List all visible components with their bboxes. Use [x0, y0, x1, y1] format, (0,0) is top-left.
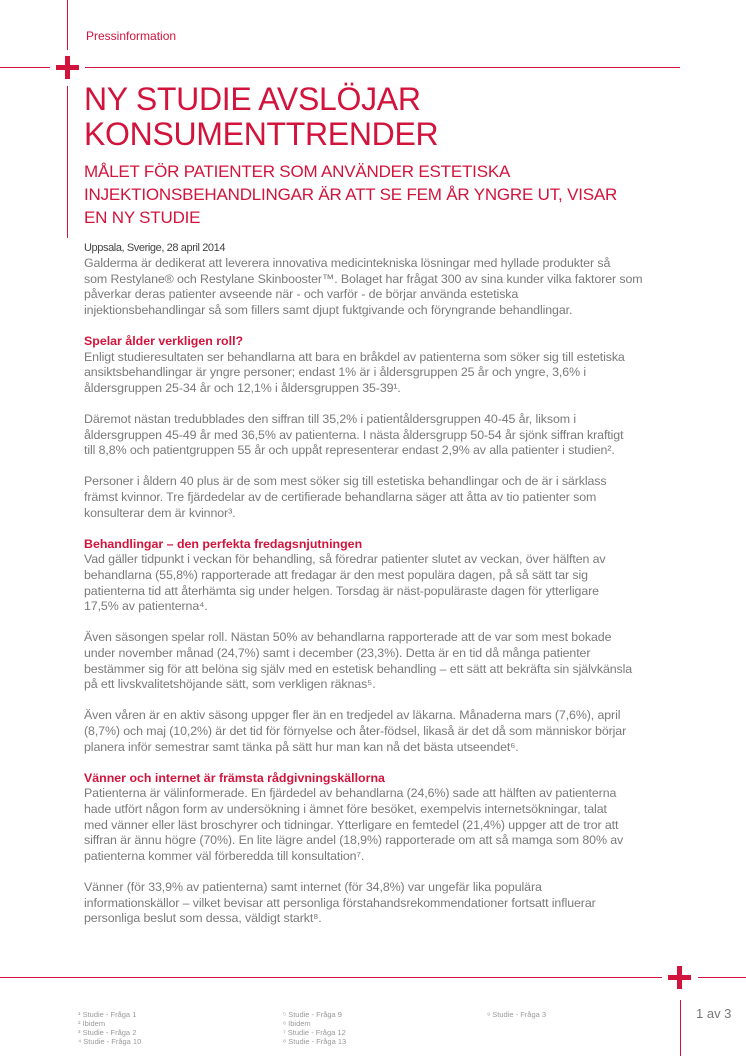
section-heading: Vänner och internet är främsta rådgivningskällorna [84, 770, 385, 785]
vertical-rule-top [67, 0, 68, 50]
subtitle-line-2: INJEKTIONSBEHANDLINGAR ÄR ATT SE FEM ÅR YNGRE UT, VISAR [84, 185, 618, 204]
paragraph-line: påverkar deras patienter avseende när - och varför - de börjar använda estetiska [84, 287, 519, 302]
footnote: ³ Studie - Fråga 2 [78, 1028, 137, 1037]
header-label: Pressinformation [86, 29, 177, 43]
footnote: ⁸ Studie - Fråga 13 [283, 1037, 347, 1046]
vertical-rule-bottom [680, 1000, 681, 1056]
paragraph-line: 17,5% av patienterna⁴. [84, 599, 208, 614]
footnote: ⁴ Studie - Fråga 10 [78, 1037, 142, 1046]
paragraph-line: planera inför semestrar samt tänka på sätt hur man kan nå det bästa utseendet⁶. [84, 739, 519, 754]
paragraph-line: patienterna kommer väl förberedda till konsultation⁷. [84, 848, 365, 863]
paragraph-line: informationskällor – vilket bevisar att personliga förstahandsrekommendationer fortsatt influerar [84, 895, 596, 910]
paragraph-line: främst kvinnor. Tre fjärdedelar av de certifierade behandlarna säger att åtta av tio patienter som [84, 490, 597, 504]
paragraph-line: till 8,8% och patientgruppen 55 år och uppåt representerar endast 2,9% av alla patienter i studien². [84, 443, 615, 458]
paragraph-line: Patienterna är välinformerade. En fjärdedel av behandlarna (24,6%) sade att hälften av patienterna [84, 786, 617, 801]
paragraph-line: hade utfört någon form av undersökning i ämnet före besöket, exempelvis internetsökningar, talat [84, 802, 607, 816]
paragraph-line: Även säsongen spelar roll. Nästan 50% av behandlarna rapporterade att de var som mest bokade [84, 630, 612, 645]
paragraph-line: Galderma är dedikerat att leverera innovativa medicintekniska lösningar med hyllade produkter så [84, 256, 611, 270]
paragraph-line: (8,7%) och maj (10,2%) är det tid för förnyelse och åter-födsel, likaså är det då som människor börjar [84, 724, 627, 738]
page-title-line-1: NY STUDIE AVSLÖJAR [84, 81, 421, 117]
paragraph-line: patienterna tid att återhämta sig under helgen. Torsdag är näst-populäraste dagen för ytterligare [84, 583, 599, 598]
footnote: ¹ Studie - Fråga 1 [78, 1010, 137, 1019]
paragraph-line: Även våren är en aktiv säsong uppger fler än en tredjedel av läkarna. Månaderna mars (7,6%), april [84, 708, 621, 723]
paragraph-line: Vad gäller tidpunkt i veckan för behandling, så föredrar patienter slutet av veckan, över hälften av [84, 552, 606, 567]
cross-icon [56, 56, 79, 79]
paragraph-line: åldersgruppen 25-34 år och 12,1% i åldersgruppen 35-39¹. [84, 380, 401, 395]
paragraph-line: injektionsbehandlingar så som fillers samt djupt fuktgivande och föryngrande behandlingar. [84, 302, 573, 317]
subtitle-line-1: MÅLET FÖR PATIENTER SOM ANVÄNDER ESTETISKA [84, 162, 511, 181]
footnote: ⁵ Studie - Fråga 9 [283, 1010, 342, 1019]
paragraph-line: ansiktsbehandlingar är yngre personer; endast 1% är i åldersgruppen 25 år och yngre, 3,6% i [84, 365, 586, 380]
paragraph-line: som Restylane® och Restylane Skinbooster™. Bolaget har frågat 300 av sina kunder vilka faktorer som [84, 271, 643, 286]
paragraph-line: Däremot nästan tredubblades den siffran till 35,2% i patientåldersgruppen 40-45 år, liksom i [84, 412, 576, 426]
paragraph-line: på ett livskvalitetshöjande sätt, som verkligen räknas⁵. [84, 677, 376, 692]
section-heading: Spelar ålder verkligen roll? [84, 334, 244, 348]
paragraph-line: åldersgruppen 45-49 år med 36,5% av patienterna. I nästa åldersgrupp 50-54 år sjönk siffran kraftigt [84, 427, 624, 442]
section-heading: Behandlingar – den perfekta fredagsnjutningen [84, 536, 363, 551]
footnote: ⁷ Studie - Fråga 12 [283, 1028, 346, 1037]
horizontal-rule-bottom [0, 977, 662, 978]
paragraph-line: Personer i åldern 40 plus är de som mest söker sig till estetiska behandlingar och de är i särklass [84, 474, 607, 489]
subtitle-line-3: EN NY STUDIE [84, 208, 201, 227]
paragraph-line: personliga beslut som dessa, väldigt starkt⁸. [84, 911, 322, 926]
paragraph-line: Vänner (för 33,9% av patienterna) samt internet (för 34,8%) var ungefär lika populära [84, 880, 542, 894]
paragraph-line: bestämmer sig för att belöna sig själv med en estetisk behandling – ett sätt att bekräfta sin självkänsla [84, 661, 633, 676]
paragraph-line: med vänner eller läst broschyrer och tidningar. Ytterligare en femtedel (21,4%) uppger att de tror att [84, 817, 619, 832]
horizontal-rule-bottom-right [698, 977, 746, 978]
cross-icon [668, 966, 691, 989]
horizontal-rule-top [85, 67, 680, 68]
page-title-line-2: KONSUMENTTRENDER [84, 116, 439, 152]
horizontal-rule-top-left [0, 67, 50, 68]
footnote: ⁹ Studie - Fråga 3 [487, 1010, 547, 1019]
paragraph-line: Enligt studieresultaten ser behandlarna att bara en bråkdel av patienterna som söker sig till estetiska [84, 349, 625, 364]
footnote: ² Ibidem [78, 1019, 106, 1028]
paragraph-line: konsulterar dem är kvinnor³. [84, 505, 236, 520]
vertical-rule-title [67, 86, 68, 238]
paragraph-line: behandlarna (55,8%) rapporterade att fredagar är den mest populära dagen, på så sätt tar sig [84, 568, 588, 582]
dateline: Uppsala, Sverige, 28 april 2014 [84, 242, 226, 254]
page-number: 1 av 3 [696, 1006, 732, 1021]
paragraph-line: under november månad (24,7%) samt i december (23,3%). Detta är en tid då många patienter [84, 646, 591, 660]
footnote: ⁶ Ibidem [283, 1019, 311, 1028]
paragraph-line: siffran är ännu högre (70%). En lite lägre andel (18,9%) rapporterade om att så mamga som 80% av [84, 833, 624, 848]
